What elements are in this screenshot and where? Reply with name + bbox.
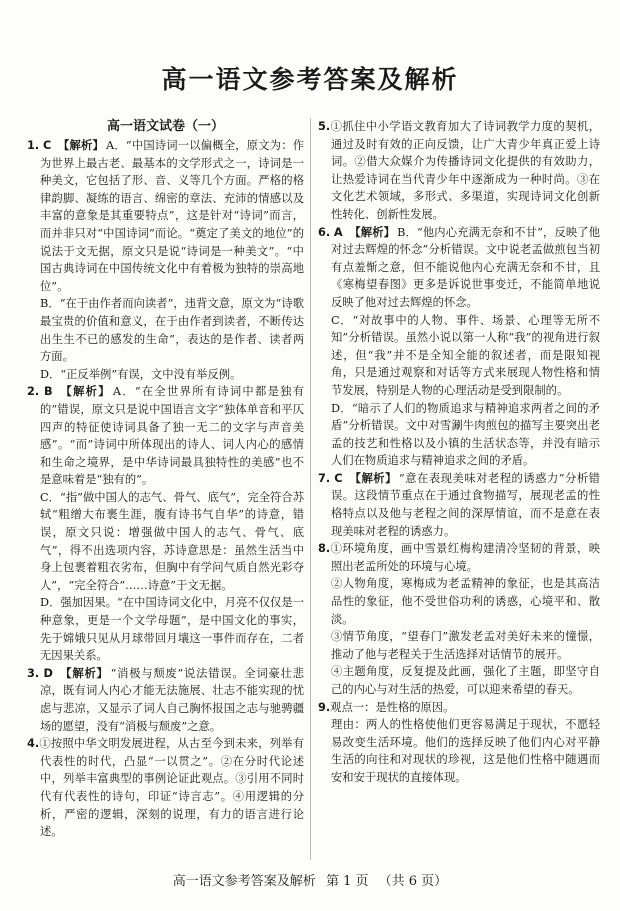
question-9 bbox=[318, 699, 600, 717]
analysis-paragraph: B．“在于由作者而向读者”，违背文意，原文为“诗歌最宝贵的价值和意义，在于由作者到读者，不断传达出生生不已的感发的生命”，表达的是作者、读者两方面。 bbox=[40, 297, 304, 364]
question-number: 3. bbox=[27, 666, 40, 680]
answer-paragraph: ②人物角度，寒梅成为老孟精神的象征，也是其高洁品性的象征，他不受世俗功利的诱惑，心境平和、散淡。 bbox=[331, 577, 600, 626]
analysis-text: B．“他内心充满无奈和不甘”，反映了他对过去辉煌的怀念”分析错误。文中说老孟做煎包当初有点羞惭之意，但不能说他内心充满无奈和不甘，且《寒梅望春图》更多是诉说世事变迁，不能简单地说反映了他对过去辉煌的怀念。 bbox=[331, 225, 601, 309]
question-number: 8. bbox=[318, 542, 331, 556]
answer-paragraph: ④主题角度，反复提及此画，强化了主题，即坚守自己的内心与对生活的热爱，可以迎来希望的春天。 bbox=[331, 665, 600, 696]
page-number: 第 1 页 bbox=[325, 874, 369, 889]
analysis-paragraph: D．“正反举例”有误，文中没有举反例。 bbox=[40, 367, 242, 381]
analysis-text: “消极与颓废”说法错误。全词豪壮悲凉，既有词人内心才能无法施展、壮志不能实现的忧虑与悲凉，又显示了词人自己胸怀报国之志与驰骋疆场的愿望，没有“消极与颓废”之意。 bbox=[40, 666, 304, 733]
question-4 bbox=[27, 735, 304, 841]
answer-text: ①环境角度，画中雪景红梅构建清冷坚韧的背景，映照出老孟所处的环境与心境。 bbox=[330, 542, 600, 573]
question-number: 2. bbox=[27, 385, 40, 399]
page-footer bbox=[0, 873, 620, 891]
question-2 bbox=[27, 383, 304, 489]
column-divider bbox=[310, 118, 311, 860]
page-title: 高一语文参考答案及解析 bbox=[161, 65, 459, 94]
answer-letter: A bbox=[333, 225, 343, 239]
analysis-paragraph: C．“指”做中国人的志气、骨气、底气”，完全符合苏轼“粗缯大布裹生涯，腹有诗书气自华”的诗意，错误，原文只说：增强做中国人的志气、骨气、底气”，得不出选项内容，苏诗意思是：虽然生活当中身上包裹着粗衣劣布，但胸中有学问气质自然光彩夺人”，“完全符合”……诗意”于文无据。 bbox=[40, 490, 304, 592]
answer-letter: D bbox=[43, 666, 53, 680]
analysis-paragraph: C．“对故事中的人物、事件、场景、心理等无所不知”分析错误。虽然小说以第一人称“我”的视角进行叙述，但“我”并不是全知全能的叙述者，而是限知视角，只是通过观察和对话等方式来展现人物性格和情节发展，特别是人物的心理活动是受到限制的。 bbox=[331, 313, 600, 397]
page-total: （共 6 页） bbox=[378, 874, 448, 889]
question-number: 9. bbox=[318, 700, 331, 714]
question-1 bbox=[27, 137, 304, 295]
analysis-tag: 【解析】 bbox=[58, 138, 105, 152]
left-column bbox=[27, 118, 304, 841]
analysis-text: A．“在全世界所有诗词中都是独有的”错误，原文只是说中国语言文字“独体单音和平仄四声的特征使诗词具备了独一无二的文字与声音美感”。“而”诗词中所体现出的诗人、词人内心的感情和生命之境界，是中华诗词最具独特性的美感”也不是意味着是“独有的”。 bbox=[40, 385, 304, 487]
analysis-tag: 【解析】 bbox=[349, 224, 396, 239]
question-6 bbox=[318, 224, 600, 312]
analysis-paragraph: D．“暗示了人们的物质追求与精神追求两者之间的矛盾”分析错误。文中对雪涮牛肉煎包的描写主要突出老孟的技艺和性格以及小镇的生活状态等，并没有暗示人们在物质追求与精神追求之间的矛盾。 bbox=[331, 401, 600, 468]
question-number: 7. bbox=[318, 471, 331, 485]
analysis-paragraph: D．强加因果。“在中国诗词文化中，月亮不仅仅是一种意象，更是一个文学母题”，是中国文化的事实，先于嫦娥只见从月球带回月壤这一事件而存在，二者无因果关系。 bbox=[40, 596, 304, 663]
analysis-text: “意在表现美味对老程的诱惑力”分析错误。这段情节重点在于通过食物描写，展现老孟的性格特点以及他与老程之间的深厚情谊，而不是意在表现美味对老程的诱惑力。 bbox=[331, 471, 600, 538]
right-column bbox=[318, 118, 600, 787]
question-number: 4. bbox=[27, 737, 40, 751]
analysis-tag: 【解析】 bbox=[60, 665, 109, 680]
question-5 bbox=[318, 118, 600, 224]
answer-text: ①抓住中小学语文教育加大了诗词教学力度的契机，通过及时有效的正向反馈，让广大青少年真正爱上诗词。②借大众媒介为传播诗词文化提供的有效助力，让热爱诗词在当代青少年中逐渐成为一种时尚。③在文化艺术领域，多形式、多渠道，实现诗词文化创新性转化、创新性发展。 bbox=[330, 120, 600, 221]
answer-letter: C bbox=[334, 471, 343, 485]
analysis-tag: 【解析】 bbox=[349, 470, 397, 485]
question-number: 1. bbox=[27, 139, 40, 152]
answer-paragraph: ③情节角度，“望春门”激发老孟对美好未来的憧憬，推动了他与老程关于生活选择对话情节的展开。 bbox=[331, 630, 600, 661]
answer-text: ①按照中华文明发展进程，从古至今到未来，列举有代表性的时代，凸显“一以贯之”。②在分时代论述中，列举丰富典型的事例论证此观点。③引用不同时代有代表性的诗句，印证“诗言志”。④用逻辑的分析，严密的逻辑，深刻的说理，有力的语言进行论述。 bbox=[39, 737, 304, 839]
analysis-text: A．“中国诗词一以偏概全，原文为：作为世界上最古老、最基本的文学形式之一，诗词是一种美文，它包括了形、音、义等几个方面。严格的格律韵脚、凝练的语言、绵密的章法、充沛的情感以及丰富的意象是其重要特点”，这是针对“诗词”而言，而并非只对“中国诗词”而论。“奠定了美文的地位”的说法于文无据，原文只是说“诗词是一种美文”。“中国古典诗词在中国传统文化中有着极为独特的崇高地位”。 bbox=[40, 139, 305, 293]
question-7 bbox=[318, 470, 600, 540]
question-8 bbox=[318, 540, 600, 575]
question-number: 6. bbox=[318, 225, 331, 239]
section-subtitle: 高一语文试卷（一） bbox=[106, 119, 224, 134]
footer-title: 高一语文参考答案及解析 bbox=[172, 874, 316, 889]
answer-paragraph: 理由：两人的性格使他们更容易满足于现状，不愿轻易改变生活环境。他们的选择反映了他们内心对平静生活的向往和对现状的珍视，这是他们性格中随遇而安和安于现状的直接体现。 bbox=[331, 718, 600, 784]
analysis-tag: 【解析】 bbox=[60, 384, 111, 399]
answer-text: 观点一：是性格的原因。 bbox=[330, 700, 455, 714]
answer-letter: C bbox=[42, 139, 52, 152]
question-number: 5. bbox=[318, 120, 331, 133]
question-3 bbox=[27, 665, 304, 735]
answer-letter: B bbox=[44, 385, 53, 399]
